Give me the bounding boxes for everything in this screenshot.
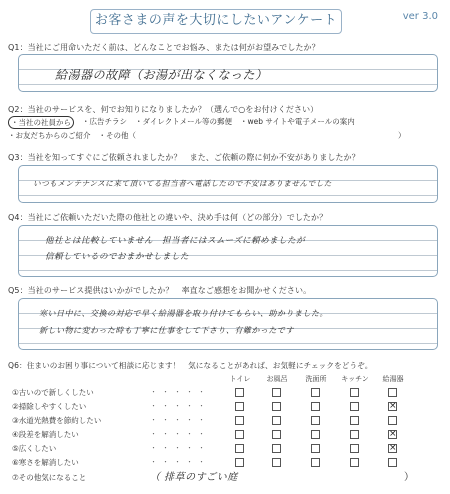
q6-row-dots: ・・・・・ — [150, 458, 210, 466]
q6-row-dots: ・・・・・ — [150, 430, 210, 438]
q6-checkbox[interactable] — [350, 444, 359, 453]
q2-option-mail[interactable]: ・ダイレクトメール等の郵便 — [135, 117, 232, 126]
q6-checkbox[interactable] — [235, 458, 244, 467]
q6-checkbox[interactable] — [311, 458, 320, 467]
q5-question: Q5：当社のサービス提供はいかがでしたか？ 率直なご感想をお聞かせください。 — [8, 286, 312, 295]
q6-checkbox[interactable] — [272, 430, 281, 439]
q1-answer-box[interactable] — [18, 54, 438, 92]
q6-checkbox[interactable]: × — [389, 443, 397, 453]
q6-checkbox[interactable] — [235, 444, 244, 453]
column-washroom: 洗面所 — [305, 375, 327, 383]
q4-question: Q4：当社にご依頼いただいた際の他社との違いや、決め手は何（どの部分）でしたか？ — [8, 213, 328, 222]
q6-checkbox[interactable] — [350, 388, 359, 397]
q6-checkbox[interactable] — [350, 416, 359, 425]
q6-other-answer: （ 排草のすごい庭 — [150, 472, 238, 483]
q2-other-close: ） — [398, 131, 406, 140]
q6-other-label: ⑦その他気になること — [12, 473, 87, 482]
q6-checkbox[interactable] — [272, 444, 281, 453]
q6-checkbox[interactable] — [272, 458, 281, 467]
column-kitchen: キッチン — [341, 375, 369, 383]
q3-answer: いつもメンテナンスに来て頂いてる担当者へ電話したので不安はありませんでした — [33, 179, 332, 188]
q6-row-label: ③水道光熱費を節約したい — [12, 416, 102, 425]
q2-option-web[interactable]: ・web サイトや電子メールの案内 — [239, 117, 355, 126]
q5-answer-line2: 新しい物に変わった時も丁寧に仕事をして下さり、有難かったです — [39, 326, 294, 335]
q6-checkbox[interactable] — [235, 430, 244, 439]
q6-checkbox[interactable] — [272, 402, 281, 411]
q2-question: Q2：当社のサービスを、何でお知りになりましたか？（選んで○をお付けください） — [8, 105, 319, 114]
q6-checkbox[interactable] — [272, 416, 281, 425]
q6-checkbox[interactable] — [388, 416, 397, 425]
q2-option-flyer[interactable]: ・広告チラシ — [82, 117, 127, 126]
q6-checkbox[interactable] — [388, 458, 397, 467]
q2-options-row2 — [8, 130, 136, 141]
q3-question: Q3：当社を知ってすぐにご依頼されましたか？ また、ご依頼の際に何か不安がありましたか？ — [8, 153, 360, 162]
q5-answer-line1: 寒い日中に、交換の対応で早く給湯器を取り付けてもらい、助かりました。 — [39, 309, 328, 318]
q6-checkbox[interactable] — [235, 416, 244, 425]
q6-checkbox[interactable] — [311, 444, 320, 453]
q1-answer: 給湯器の故障（お湯が出なくなった） — [55, 68, 268, 82]
q6-checkbox[interactable] — [350, 402, 359, 411]
q6-question: Q6：住まいのお困り事について相談に応じます！ 気になることがあれば、お気軽にチェックをどうぞ。 — [8, 361, 373, 370]
q6-checkbox[interactable] — [311, 388, 320, 397]
q6-checkbox[interactable] — [350, 430, 359, 439]
q6-row-dots: ・・・・・ — [150, 402, 210, 410]
q6-checkbox[interactable]: × — [389, 429, 397, 439]
q6-row-dots: ・・・・・ — [150, 416, 210, 424]
q6-checkbox[interactable] — [235, 402, 244, 411]
q6-row-label: ①古いので新しくしたい — [12, 388, 94, 397]
q6-row-dots: ・・・・・ — [150, 444, 210, 452]
q6-checkbox[interactable] — [272, 388, 281, 397]
q2-option-other[interactable]: ・その他（ — [98, 131, 136, 140]
q2-option-friend[interactable]: ・お友だちからのご紹介 — [8, 131, 91, 140]
q6-checkbox[interactable] — [388, 388, 397, 397]
q6-other-close: ） — [404, 472, 414, 483]
q6-row-label: ⑤広くしたい — [12, 444, 57, 453]
q6-row-label: ②掃除しやすくしたい — [12, 402, 87, 411]
q6-checkbox[interactable]: × — [389, 401, 397, 411]
q6-row-dots: ・・・・・ — [150, 388, 210, 396]
survey-title: お客さまの声を大切にしたいアンケート — [90, 9, 342, 34]
version-label: ver 3.0 — [402, 11, 438, 22]
q6-row-label: ⑥寒さを解消したい — [12, 458, 79, 467]
q3-answer-box[interactable] — [18, 165, 438, 203]
q4-answer-line1: 他社とは比較していません 担当者にはスムーズに頼めましたが — [45, 236, 306, 246]
q6-checkbox[interactable] — [311, 416, 320, 425]
q2-options-row1 — [8, 116, 355, 129]
q6-row-label: ④段差を解消したい — [12, 430, 79, 439]
q2-option-staff[interactable]: ・当社の社員から — [8, 116, 74, 129]
q4-answer-box[interactable] — [18, 225, 438, 277]
q6-checkbox[interactable] — [311, 402, 320, 411]
column-toilet: トイレ — [229, 375, 251, 383]
column-bath: お風呂 — [266, 375, 288, 383]
q6-checkbox[interactable] — [235, 388, 244, 397]
q6-checkbox[interactable] — [350, 458, 359, 467]
column-water-heater: 給湯器 — [382, 375, 404, 383]
q6-checkbox[interactable] — [311, 430, 320, 439]
q5-answer-box[interactable] — [18, 298, 438, 350]
q4-answer-line2: 信頼しているのでおまかせしました — [45, 252, 190, 262]
q1-question: Q1：当社にご用命いただく前は、どんなことでお悩み、または何がお望みでしたか？ — [8, 43, 320, 52]
